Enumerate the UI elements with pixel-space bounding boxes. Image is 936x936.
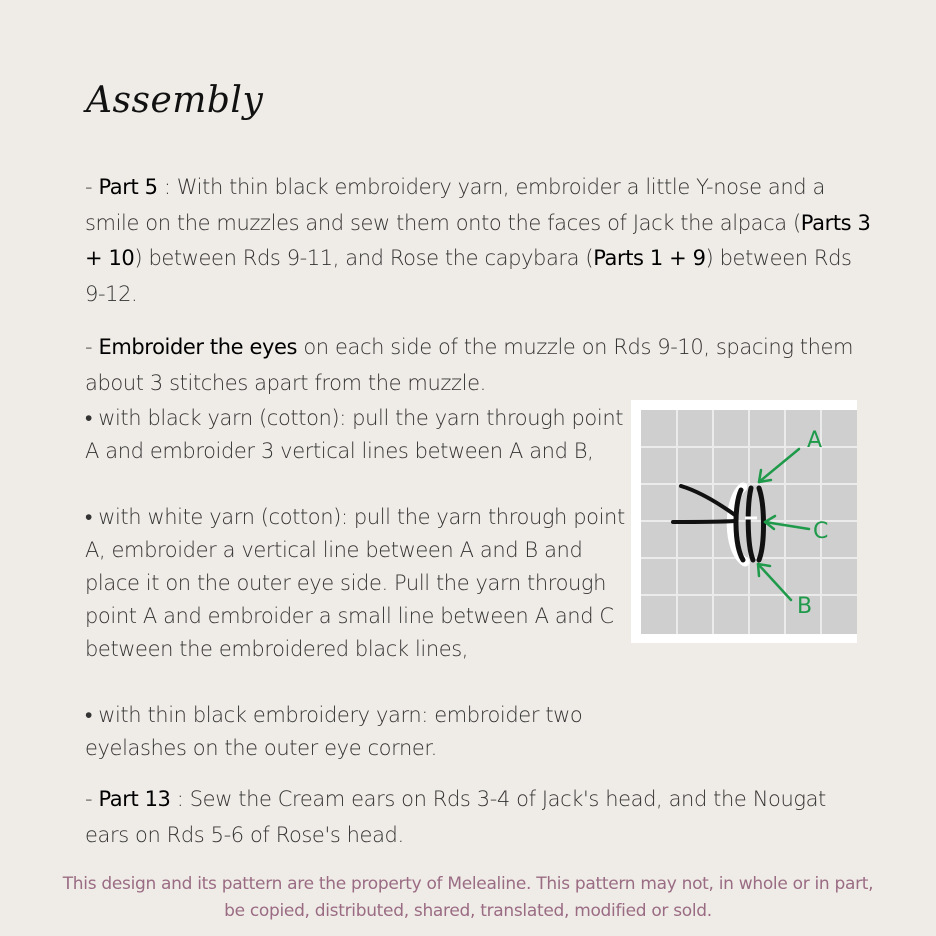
text: : With thin black embroidery yarn, embroider a little Y-nose and a smile on the muzzles and sew them onto the faces of Jack the alpaca ( (85, 175, 825, 235)
part-label: Part 13 (98, 787, 171, 811)
dash: - (85, 175, 99, 199)
dash: - (85, 787, 99, 811)
eyelash-lower (673, 521, 735, 522)
bullet-white-yarn: • with white yarn (cotton): pull the yarn through point A, embroider a vertical line between A and B and place it on the outer eye side. Pull the yarn through point A and embroider a small line between A and C between the embroidered black lines, (85, 505, 625, 661)
instruction-part-5 (85, 170, 875, 312)
instruction-part-13 (85, 782, 875, 853)
text: on each side of the muzzle on Rds 9-10, spacing them about 3 stitches apart from the muzzle. (85, 335, 854, 395)
bullet-eyelashes: • with thin black embroidery yarn: embroider two eyelashes on the outer eye corner. (85, 703, 583, 760)
bullet-black-yarn: • with black yarn (cotton): pull the yarn through point A and embroider 3 vertical lines between A and B, (85, 406, 624, 463)
instruction-embroider-eyes (85, 330, 875, 401)
part-label: Part 5 (98, 175, 158, 199)
point-a-label: A (807, 428, 823, 453)
point-b-label: B (797, 594, 813, 619)
text: ) between Rds 9-12. (85, 246, 852, 306)
text: : Sew the Cream ears on Rds 3-4 of Jack's head, and the Nougat ears on Rds 5-6 of Rose's head. (85, 787, 826, 847)
parts-reference: Parts 1 + 9 (593, 246, 706, 270)
dash: - (85, 335, 99, 359)
point-c-label: C (813, 519, 829, 544)
step-label: Embroider the eyes (98, 335, 298, 359)
text: ) between Rds 9-11, and Rose the capybara ( (134, 246, 594, 270)
eye-embroidery-diagram (631, 400, 857, 643)
parts-reference: Parts 3 + 10 (85, 210, 871, 270)
page-title: Assembly (86, 80, 264, 121)
copyright-notice: This design and its pattern are the property of Melealine. This pattern may not, in whole or in part, be copied, distributed, shared, translated, modified or sold. (62, 874, 874, 921)
